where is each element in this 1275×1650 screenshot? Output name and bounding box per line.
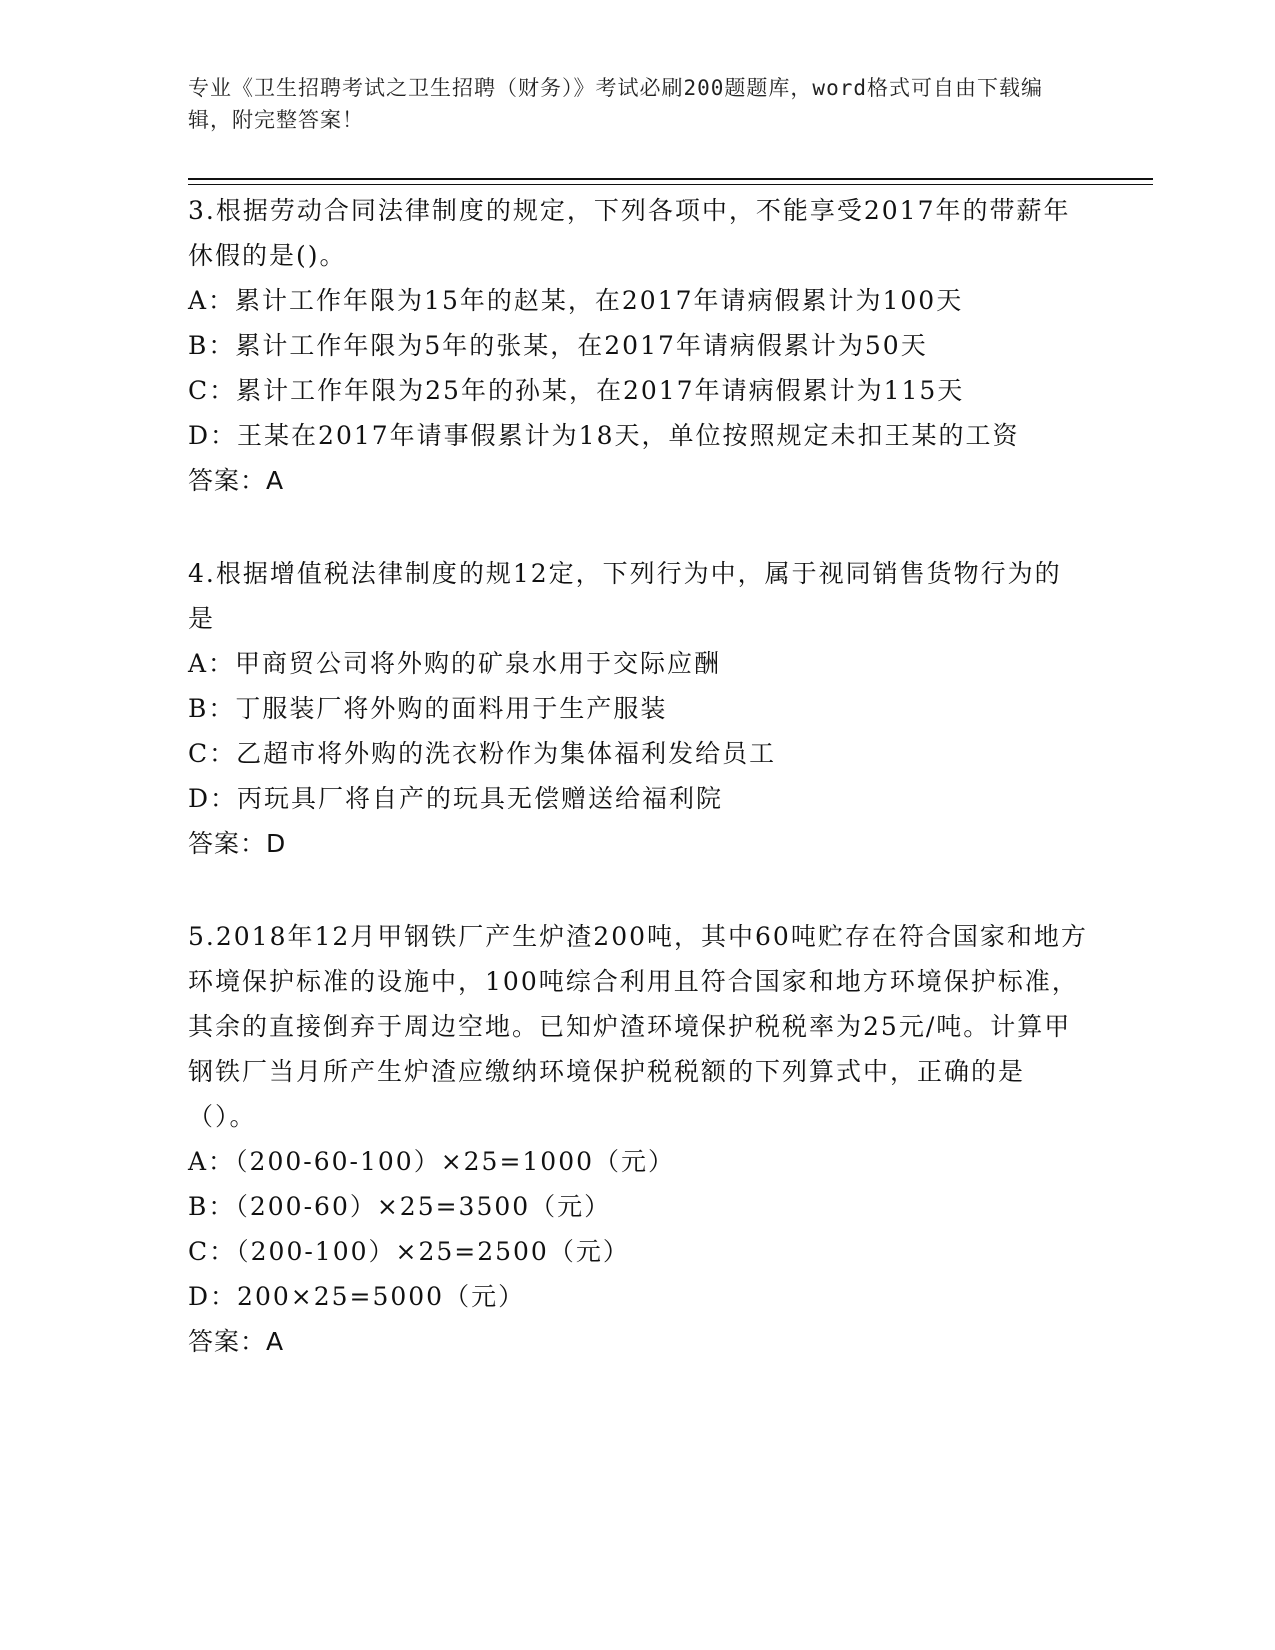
option-a: A：甲商贸公司将外购的矿泉水用于交际应酬 [188, 649, 722, 678]
question-stem: 3.根据劳动合同法律制度的规定，下列各项中，不能享受2017年的带薪年休假的是()。 [188, 196, 1071, 270]
header-divider-thick [188, 178, 1153, 180]
question-4 [188, 551, 1088, 866]
question-stem: 4.根据增值税法律制度的规12定，下列行为中，属于视同销售货物行为的是 [188, 559, 1062, 633]
option-b: B：累计工作年限为5年的张某，在2017年请病假累计为50天 [188, 331, 928, 360]
option-c: C：累计工作年限为25年的孙某，在2017年请病假累计为115天 [188, 376, 965, 405]
option-c: C：（200-100）×25=2500（元） [188, 1237, 630, 1266]
question-3 [188, 188, 1088, 503]
document-header: 专业《卫生招聘考试之卫生招聘（财务）》考试必刷200题题库，word格式可自由下载编辑，附完整答案！ [188, 76, 1043, 132]
option-d: D：丙玩具厂将自产的玩具无偿赠送给福利院 [188, 784, 724, 813]
question-stem: 5.2018年12月甲钢铁厂产生炉渣200吨，其中60吨贮存在符合国家和地方环境保护标准的设施中，100吨综合利用且符合国家和地方环境保护标准，其余的直接倒弃于周边空地。已知炉渣环境保护税税率为25元/吨。计算甲钢铁厂当月所产生炉渣应缴纳环境保护税税额的下列算式中，正确的是（）。 [188, 922, 1088, 1131]
option-a: A：累计工作年限为15年的赵某，在2017年请病假累计为100天 [188, 286, 964, 315]
option-d: D：200×25=5000（元） [188, 1282, 526, 1311]
option-d: D：王某在2017年请事假累计为18天，单位按照规定未扣王某的工资 [188, 421, 1020, 450]
answer-line: 答案：A [188, 466, 285, 495]
answer-line: 答案：D [188, 829, 287, 858]
option-b: B：（200-60）×25=3500（元） [188, 1192, 612, 1221]
answer-line: 答案：A [188, 1327, 285, 1356]
option-a: A：（200-60-100）×25=1000（元） [188, 1147, 676, 1176]
option-c: C：乙超市将外购的洗衣粉作为集体福利发给员工 [188, 739, 777, 768]
option-b: B：丁服装厂将外购的面料用于生产服装 [188, 694, 668, 723]
header-divider-thin [188, 184, 1153, 185]
question-5 [188, 914, 1088, 1364]
